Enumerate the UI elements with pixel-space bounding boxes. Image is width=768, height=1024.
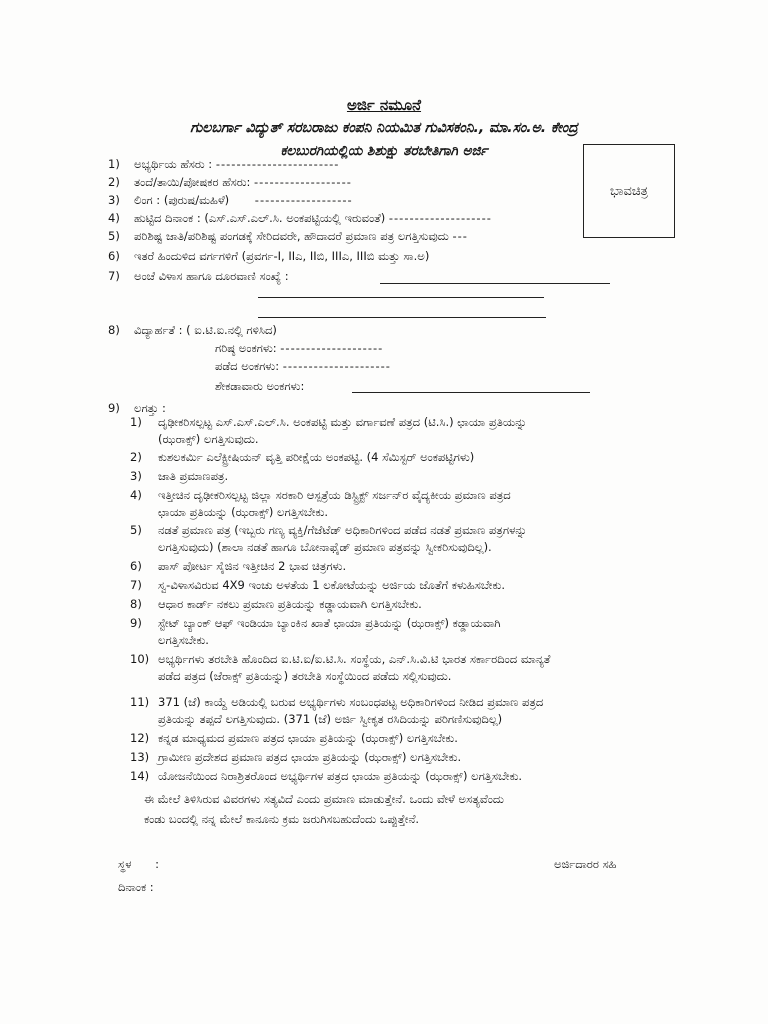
field-date-of-birth: 4) ಹುಟ್ಟಿದ ದಿನಾಂಕ : (ಎಸ್.ಎಸ್.ಎಲ್.ಸಿ. ಅಂಕಪಟ್ಟಿಯಲ್ಲಿ ಇರುವಂತೆ) -------------------- [108, 211, 492, 225]
address-line-3 [258, 317, 546, 318]
percentage-line [352, 392, 590, 393]
declaration-line-1: ಈ ಮೇಲೆ ತಿಳಿಸಿರುವ ವಿವರಗಳು ಸತ್ಯವಿದೆ ಎಂದು ಪ್ರಮಾಣ ಮಾಡುತ್ತೇನೆ. ಒಂದು ವೇಳೆ ಅಸತ್ಯವೆಂದು [144, 792, 504, 806]
subtitle-line-2: ಕಲಬುರಗಿಯಲ್ಲಿಯ ಶಿಶುಕ್ಷು ತರಬೇತಿಗಾಗಿ ಅರ್ಜಿ [280, 143, 488, 159]
declaration-line-2: ಕಂಡು ಬಂದಲ್ಲಿ ನನ್ನ ಮೇಲೆ ಕಾನೂನು ಕ್ರಮ ಜರುಗಿಸಬಹುದೆಂದು ಒಪ್ಪುತ್ತೇನೆ. [144, 812, 420, 826]
field-obtained-marks: ಪಡೆದ ಅಂಕಗಳು: --------------------- [215, 359, 391, 373]
field-percentage: ಶೇಕಡಾವಾರು ಅಂಕಗಳು: [215, 379, 305, 393]
address-line-2 [258, 297, 544, 298]
field-max-marks: ಗರಿಷ್ಠ ಅಂಕಗಳು: -------------------- [215, 341, 384, 355]
subtitle-line-1: ಗುಲಬರ್ಗಾ ವಿದ್ಯುತ್ ಸರಬರಾಜು ಕಂಪನಿ ನಿಯಮಿತ ಗುವಿಸಕಂನಿ., ಮಾ.ಸಂ.ಅ. ಕೇಂದ್ರ [190, 120, 578, 136]
field-candidate-name: 1) ಅಭ್ಯರ್ಥಿಯ ಹೆಸರು : ------------------------ [108, 157, 340, 171]
date-field: ದಿನಾಂಕ : [118, 880, 154, 894]
field-obc: 6) ಇತರೆ ಹಿಂದುಳಿದ ವರ್ಗಗಳಿಗೆ (ಪ್ರವರ್ಗ-I, IIಎ, IIಬಿ, IIIಎ, IIIಬಿ ಮತ್ತು ಸಾ.ಅ) [108, 249, 430, 263]
attachments-heading: 9) ಲಗತ್ತು : [108, 401, 166, 415]
application-form-page: ಅರ್ಜಿ ನಮೂನೆ ಗುಲಬರ್ಗಾ ವಿದ್ಯುತ್ ಸರಬರಾಜು ಕಂಪನಿ ನಿಯಮಿತ ಗುವಿಸಕಂನಿ., ಮಾ.ಸಂ.ಅ. ಕೇಂದ್ರ ಕಲಬುರಗಿಯಲ್ಲಿಯ ಶಿಶುಕ್ಷು ತರಬೇತಿಗಾಗಿ ಅರ್ಜಿ ಭಾವಚಿತ್ರ 1) ಅಭ್ಯರ್ಥಿಯ ಹೆಸರು : ------------------------ 2) ತಂದೆ/ತಾಯಿ/ಪೋಷಕರ ಹೆಸರು: ------------------- 3) ಲಿಂಗ : (ಪುರುಷ/ಮಹಿಳೆ) ------------------- 4) ಹುಟ್ಟಿದ ದಿನಾಂಕ : (ಎಸ್.ಎಸ್.ಎಲ್.ಸಿ. ಅಂಕಪಟ್ಟಿಯಲ್ಲಿ ಇರುವಂತೆ) -------------------- 5) ಪರಿಶಿಷ್ಟ ಜಾತಿ/ಪರಿಶಿಷ್ಟ ಪಂಗಡಕ್ಕೆ ಸೇರಿದವರೇ, ಹೌದಾದರೆ ಪ್ರಮಾಣ ಪತ್ರ ಲಗತ್ತಿಸುವುದು --- 6) ಇತರೆ ಹಿಂದುಳಿದ ವರ್ಗಗಳಿಗೆ (ಪ್ರವರ್ಗ-I, IIಎ, IIಬಿ, IIIಎ, IIIಬಿ ಮತ್ತು ಸಾ.ಅ) 7) ಅಂಚೆ ವಿಳಾಸ ಹಾಗೂ ದೂರವಾಣಿ ಸಂಖ್ಯೆ : 8) ವಿದ್ಯಾರ್ಹತೆ : ( ಐ.ಟಿ.ಐ.ನಲ್ಲಿ ಗಳಿಸಿದ) ಗರಿಷ್ಠ ಅಂಕಗಳು: -------------------- ಪಡೆದ ಅಂಕಗಳು: --------------------- ಶೇಕಡಾವಾರು ಅಂಕಗಳು: 9) ಲಗತ್ತು : 1) ದೃಢೀಕರಿಸಲ್ಪಟ್ಟ ಎಸ್.ಎಸ್.ಎಲ್.ಸಿ. ಅಂಕಪಟ್ಟಿ ಮತ್ತು ವರ್ಗಾವಣೆ ಪತ್ರದ (ಟಿ.ಸಿ.) ಛಾಯಾ ಪ್ರತಿಯನ್ನು (ಝರಾಕ್ಸ್) ಲಗತ್ತಿಸುವುದು. 2) ಕುಶಲಕರ್ಮಿ ಎಲೆಕ್ಟ್ರೀಷಿಯನ್ ವೃತ್ತಿ ಪರೀಕ್ಷೆಯ ಅಂಕಪಟ್ಟಿ. (4 ಸೆಮಿಸ್ಟರ್ ಅಂಕಪಟ್ಟಿಗಳು) 3) ಜಾತಿ ಪ್ರಮಾಣಪತ್ರ. 4) ಇತ್ತೀಚಿನ ದೃಢೀಕರಿಸಲ್ಪಟ್ಟ ಜಿಲ್ಲಾ ಸರಕಾರಿ ಆಸ್ಪತ್ರೆಯ ಡಿಸ್ಟ್ರಿಕ್ಟ್ ಸರ್ಜನ್‌ರ ವೈದ್ಯಕೀಯ ಪ್ರಮಾಣ ಪತ್ರದ ಛಾಯಾ ಪ್ರತಿಯನ್ನು (ಝರಾಕ್ಸ್) ಲಗತ್ತಿಸಬೇಕು. 5) ನಡತೆ ಪ್ರಮಾಣ ಪತ್ರ (ಇಬ್ಬರು ಗಣ್ಯ ವ್ಯಕ್ತಿ/ಗೆಜೆಟೆಡ್ ಅಧಿಕಾರಿಗಳಿಂದ ಪಡೆದ ನಡತೆ ಪ್ರಮಾಣ ಪತ್ರಗಳನ್ನು ಲಗತ್ತಿಸುವುದು) (ಶಾಲಾ ನಡತೆ ಹಾಗೂ ಬೋನಾಫೈಡ್ ಪ್ರಮಾಣ ಪತ್ರವನ್ನು ಸ್ವೀಕರಿಸುವುದಿಲ್ಲ). 6) ಪಾಸ್ ಪೋರ್ಟ ಸೈಜಿನ ಇತ್ತೀಚಿನ 2 ಭಾವ ಚಿತ್ರಗಳು. 7) ಸ್ವ-ವಿಳಾಸವಿರುವ 4X9 ಇಂಚು ಅಳತೆಯ 1 ಲಕೋಟೆಯನ್ನು ಅರ್ಜಿಯ ಜೊತೆಗೆ ಕಳುಹಿಸಬೇಕು. 8) ಆಧಾರ ಕಾರ್ಡ್ ನಕಲು ಪ್ರಮಾಣ ಪ್ರತಿಯನ್ನು ಕಡ್ಡಾಯವಾಗಿ ಲಗತ್ತಿಸಬೇಕು. 9) ಸ್ಟೇಟ್ ಬ್ಯಾಂಕ್ ಆಫ್ ಇಂಡಿಯಾ ಬ್ಯಾಂಕಿನ ಖಾತೆ ಛಾಯಾ ಪ್ರತಿಯನ್ನು (ಝರಾಕ್ಸ್) ಕಡ್ಡಾಯವಾಗಿ ಲಗತ್ತಿಸಬೇಕು. 10) ಅಭ್ಯರ್ಥಿಗಳು ತರಬೇತಿ ಹೊಂದಿದ ಐ.ಟಿ.ಐ/ಐ.ಟಿ.ಸಿ. ಸಂಸ್ಥೆಯ, ಎನ್.ಸಿ.ವಿ.ಟಿ ಭಾರತ ಸರ್ಕಾರದಿಂದ ಮಾನ್ಯತೆ ಪಡೆದ ಪತ್ರದ (ಜೆರಾಕ್ಸ್ ಪ್ರತಿಯನ್ನು) ತರಬೇತಿ ಸಂಸ್ಥೆಯಿಂದ ಪಡೆದು ಸಲ್ಲಿಸುವುದು. 11) 371 (ಜೆ) ಕಾಯ್ದೆ ಅಡಿಯಲ್ಲಿ ಬರುವ ಅಭ್ಯರ್ಥಿಗಳು ಸಂಬಂಧಪಟ್ಟ ಅಧಿಕಾರಿಗಳಿಂದ ನೀಡಿದ ಪ್ರಮಾಣ ಪತ್ರದ ಪ್ರತಿಯನ್ನು ತಪ್ಪದೆ ಲಗತ್ತಿಸುವುದು. (371 (ಜೆ) ಅರ್ಜಿ ಸ್ವೀಕೃತ ರಸಿದಿಯನ್ನು ಪರಿಗಣಿಸುವುದಿಲ್ಲ) 12) ಕನ್ನಡ ಮಾಧ್ಯಮದ ಪ್ರಮಾಣ ಪತ್ರದ ಛಾಯಾ ಪ್ರತಿಯನ್ನು (ಝರಾಕ್ಸ್) ಲಗತ್ತಿಸಬೇಕು. 13) ಗ್ರಾಮೀಣ ಪ್ರದೇಶದ ಪ್ರಮಾಣ ಪತ್ರದ ಛಾಯಾ ಪ್ರತಿಯನ್ನು (ಝರಾಕ್ಸ್) ಲಗತ್ತಿಸಬೇಕು. 14) ಯೋಜನೆಯಿಂದ ನಿರಾಶ್ರಿತರೊಂದ ಅಭ್ಯರ್ಥಿಗಳ ಪತ್ರದ ಛಾಯಾ ಪ್ರತಿಯನ್ನು (ಝರಾಕ್ಸ್) ಲಗತ್ತಿಸಬೇಕು. ಈ ಮೇಲೆ ತಿಳಿಸಿರುವ ವಿವರಗಳು ಸತ್ಯವಿದೆ ಎಂದು ಪ್ರಮಾಣ ಮಾಡುತ್ತೇನೆ. ಒಂದು ವೇಳೆ ಅಸತ್ಯವೆಂದು ಕಂಡು ಬಂದಲ್ಲಿ ನನ್ನ ಮೇಲೆ ಕಾನೂನು ಕ್ರಮ ಜರುಗಿಸಬಹುದೆಂದು ಒಪ್ಪುತ್ತೇನೆ. ಸ್ಥಳ : ದಿನಾಂಕ : ಅರ್ಜಿದಾರರ ಸಹಿ [0, 0, 768, 1024]
photo-box [583, 144, 675, 238]
applicant-signature-label: ಅರ್ಜಿದಾರರ ಸಹಿ [554, 857, 617, 871]
place-field: ಸ್ಥಳ : [118, 857, 160, 871]
field-gender: 3) ಲಿಂಗ : (ಪುರುಷ/ಮಹಿಳೆ) ------------------- [108, 193, 353, 207]
address-line-1 [380, 283, 610, 284]
field-address: 7) ಅಂಚೆ ವಿಳಾಸ ಹಾಗೂ ದೂರವಾಣಿ ಸಂಖ್ಯೆ : [108, 269, 289, 283]
page-title: ಅರ್ಜಿ ನಮೂನೆ [346, 96, 422, 114]
field-parent-name: 2) ತಂದೆ/ತಾಯಿ/ಪೋಷಕರ ಹೆಸರು: ------------------- [108, 175, 352, 189]
field-education: 8) ವಿದ್ಯಾರ್ಹತೆ : ( ಐ.ಟಿ.ಐ.ನಲ್ಲಿ ಗಳಿಸಿದ) [108, 323, 277, 337]
field-sc-st: 5) ಪರಿಶಿಷ್ಟ ಜಾತಿ/ಪರಿಶಿಷ್ಟ ಪಂಗಡಕ್ಕೆ ಸೇರಿದವರೇ, ಹೌದಾದರೆ ಪ್ರಮಾಣ ಪತ್ರ ಲಗತ್ತಿಸುವುದು --- [108, 229, 468, 243]
photo-label: ಭಾವಚಿತ್ರ [610, 183, 648, 199]
